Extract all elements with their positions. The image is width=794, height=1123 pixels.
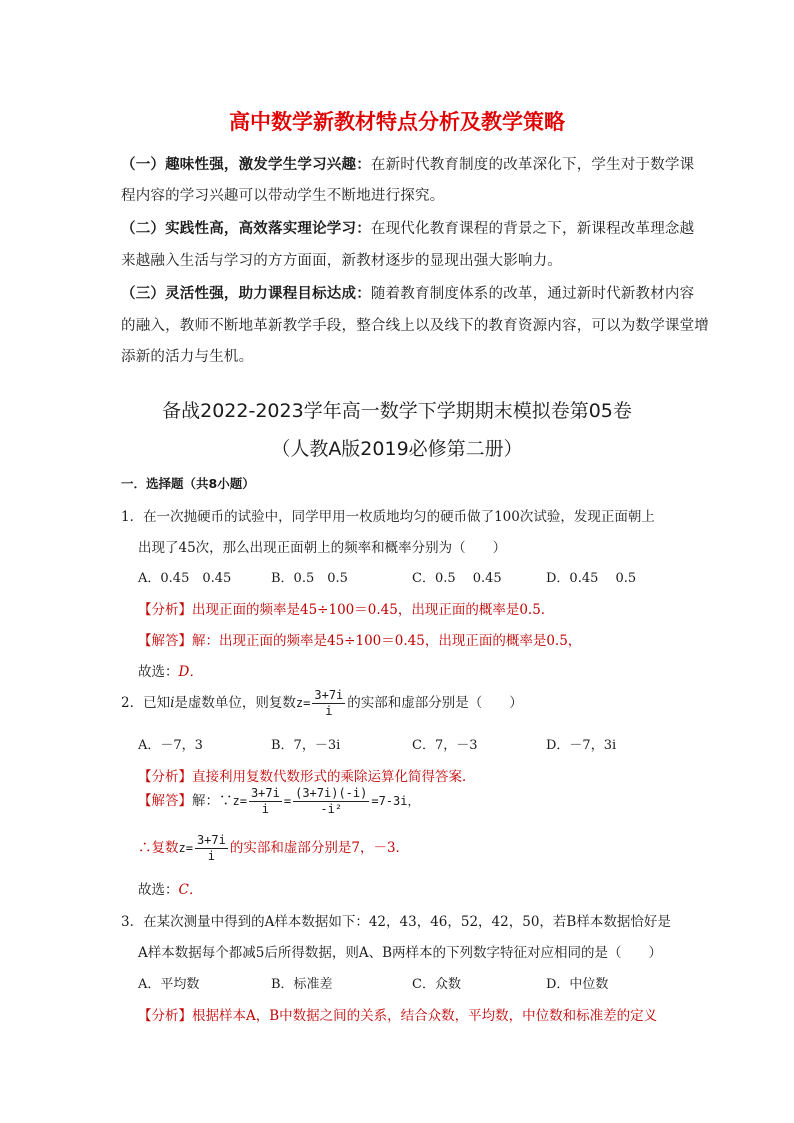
q1-choice xyxy=(138,660,203,680)
intro-2-line-2: 来越融入生活与学习的方方面面，新教材逐步的显现出强大影响力。 xyxy=(121,253,562,269)
sol-frac1-den: i xyxy=(261,802,270,816)
q2-mid: 是虚数单位，则复数 xyxy=(174,695,296,711)
intro-1-line-1 xyxy=(121,153,694,174)
exam-title: 备战2022-2023学年高一数学下学期期末模拟卷第05卷 xyxy=(162,400,632,422)
sol-z: z= xyxy=(232,794,247,808)
analysis-text: 直接利用复数代数形式的乘除运算化简得答案． xyxy=(192,769,476,785)
intro-2-lead: （二）实践性高，高效落实理论学习： xyxy=(121,221,371,237)
analysis-text: 出现正面的频率是45÷100＝0.45，出现正面的概率是0.5． xyxy=(192,602,555,618)
intro-3-lead: （三）灵活性强，助力课程目标达成： xyxy=(121,286,371,302)
sol-eq: = xyxy=(283,794,292,808)
concl-num: 3+7i xyxy=(196,833,226,847)
choice-value: D． xyxy=(178,664,203,680)
q1-option-d: D．0.45 0.5 xyxy=(546,571,637,586)
intro-1-text: 在新时代教育制度的改革深化下，学生对于数学课 xyxy=(370,157,695,173)
choice-label: 故选： xyxy=(138,882,179,898)
intro-2-text: 在现代化教育课程的背景之下，新课程改革理念越 xyxy=(370,221,695,237)
solution-tag: 【解答】 xyxy=(138,793,192,809)
q3-stem-line-2: A样本数据每个都减5后所得数据，则A、B两样本的下列数字特征对应相同的是（ ） xyxy=(138,945,663,961)
q3-option-d: D．中位数 xyxy=(546,977,609,992)
q3-option-b: B．标准差 xyxy=(271,977,333,992)
q3-option-a: A．平均数 xyxy=(138,977,200,992)
q2-i-var: i xyxy=(170,695,175,711)
choice-label: 故选： xyxy=(138,664,179,680)
sol-frac2-num: (3+7i)(-i) xyxy=(295,786,368,800)
concl-lead: ∴复数 xyxy=(138,840,179,856)
sol-fraction-2 xyxy=(293,786,369,817)
q2-frac-den: i xyxy=(325,704,333,718)
sol-fraction-1 xyxy=(249,786,282,817)
q2-choice xyxy=(138,878,202,898)
q1-analysis xyxy=(138,598,554,618)
analysis-tag: 【分析】 xyxy=(138,1008,192,1024)
q1-solution xyxy=(138,629,581,649)
q2-option-d: D．－7，3i xyxy=(546,738,617,753)
intro-3-text: 随着教育制度体系的改革，通过新时代新教材内容 xyxy=(370,286,695,302)
q2-frac-num: 3+7i xyxy=(314,688,344,702)
analysis-text: 根据样本A，B中数据之间的关系，结合众数，平均数，中位数和标准差的定义 xyxy=(192,1008,658,1024)
q2-option-b: B．7，－3i xyxy=(271,738,341,753)
intro-3-line-1 xyxy=(121,282,694,303)
q1-option-c: C．0.5 0.45 xyxy=(412,571,502,586)
sol-result: =7-3i， xyxy=(371,794,420,808)
page-title: 高中数学新教材特点分析及教学策略 xyxy=(229,110,565,134)
q3-stem-line-1: 3．在某次测量中得到的A样本数据如下：42，43，46，52，42，50，若B样本数据恰好是 xyxy=(121,914,671,930)
intro-3-line-2: 的融入，教师不断地革新教学手段，整合线上以及线下的教育资源内容，可以为数学课堂增 xyxy=(121,318,709,334)
q2-conclusion xyxy=(138,833,409,864)
q3-analysis xyxy=(138,1004,657,1024)
sol-frac2-den: -i² xyxy=(320,802,343,816)
q1-stem-line-2: 出现了45次，那么出现正面朝上的频率和概率分别为（ ） xyxy=(138,540,507,556)
q1-option-a: A．0.45 0.45 xyxy=(138,571,232,586)
q2-lead: 2．已知 xyxy=(121,695,171,711)
concl-z: z= xyxy=(178,841,193,855)
q2-fraction xyxy=(312,688,345,719)
q2-solution xyxy=(138,786,419,817)
solution-tag: 【解答】 xyxy=(138,633,192,649)
exam-edition: （人教A版2019必修第二册） xyxy=(271,438,523,460)
analysis-tag: 【分析】 xyxy=(138,602,192,618)
intro-2-line-1 xyxy=(121,217,694,238)
concl-den: i xyxy=(207,849,216,863)
q2-stem xyxy=(121,688,523,719)
analysis-tag: 【分析】 xyxy=(138,769,192,785)
choice-value: C． xyxy=(178,882,203,898)
q2-z-eq: z= xyxy=(295,696,311,710)
section-heading: 一．选择题（共8小题） xyxy=(121,476,255,491)
concl-tail: 的实部和虚部分别是7，－3． xyxy=(229,840,410,856)
concl-fraction xyxy=(195,833,228,864)
sol-frac1-num: 3+7i xyxy=(250,786,280,800)
intro-1-line-2: 程内容的学习兴趣可以带动学生不断地进行探究。 xyxy=(121,188,445,204)
q1-stem-line-1: 1．在一次抛硬币的试验中，同学甲用一枚质地均匀的硬币做了100次试验，发现正面朝上 xyxy=(121,509,655,525)
q2-option-a: A．－7，3 xyxy=(138,738,203,753)
solution-lead: 解：∵ xyxy=(192,793,233,809)
q2-tail: 的实部和虚部分别是（ ） xyxy=(347,695,523,711)
intro-1-lead: （一）趣味性强，激发学生学习兴趣： xyxy=(121,157,371,173)
q2-analysis xyxy=(138,765,476,785)
intro-3-line-3: 添新的活力与生机。 xyxy=(121,349,254,365)
q2-option-c: C．7，－3 xyxy=(412,738,478,753)
q3-option-c: C．众数 xyxy=(412,977,461,992)
solution-text: 解：出现正面的频率是45÷100＝0.45，出现正面的概率是0.5， xyxy=(192,633,582,649)
q1-option-b: B．0.5 0.5 xyxy=(271,571,348,586)
